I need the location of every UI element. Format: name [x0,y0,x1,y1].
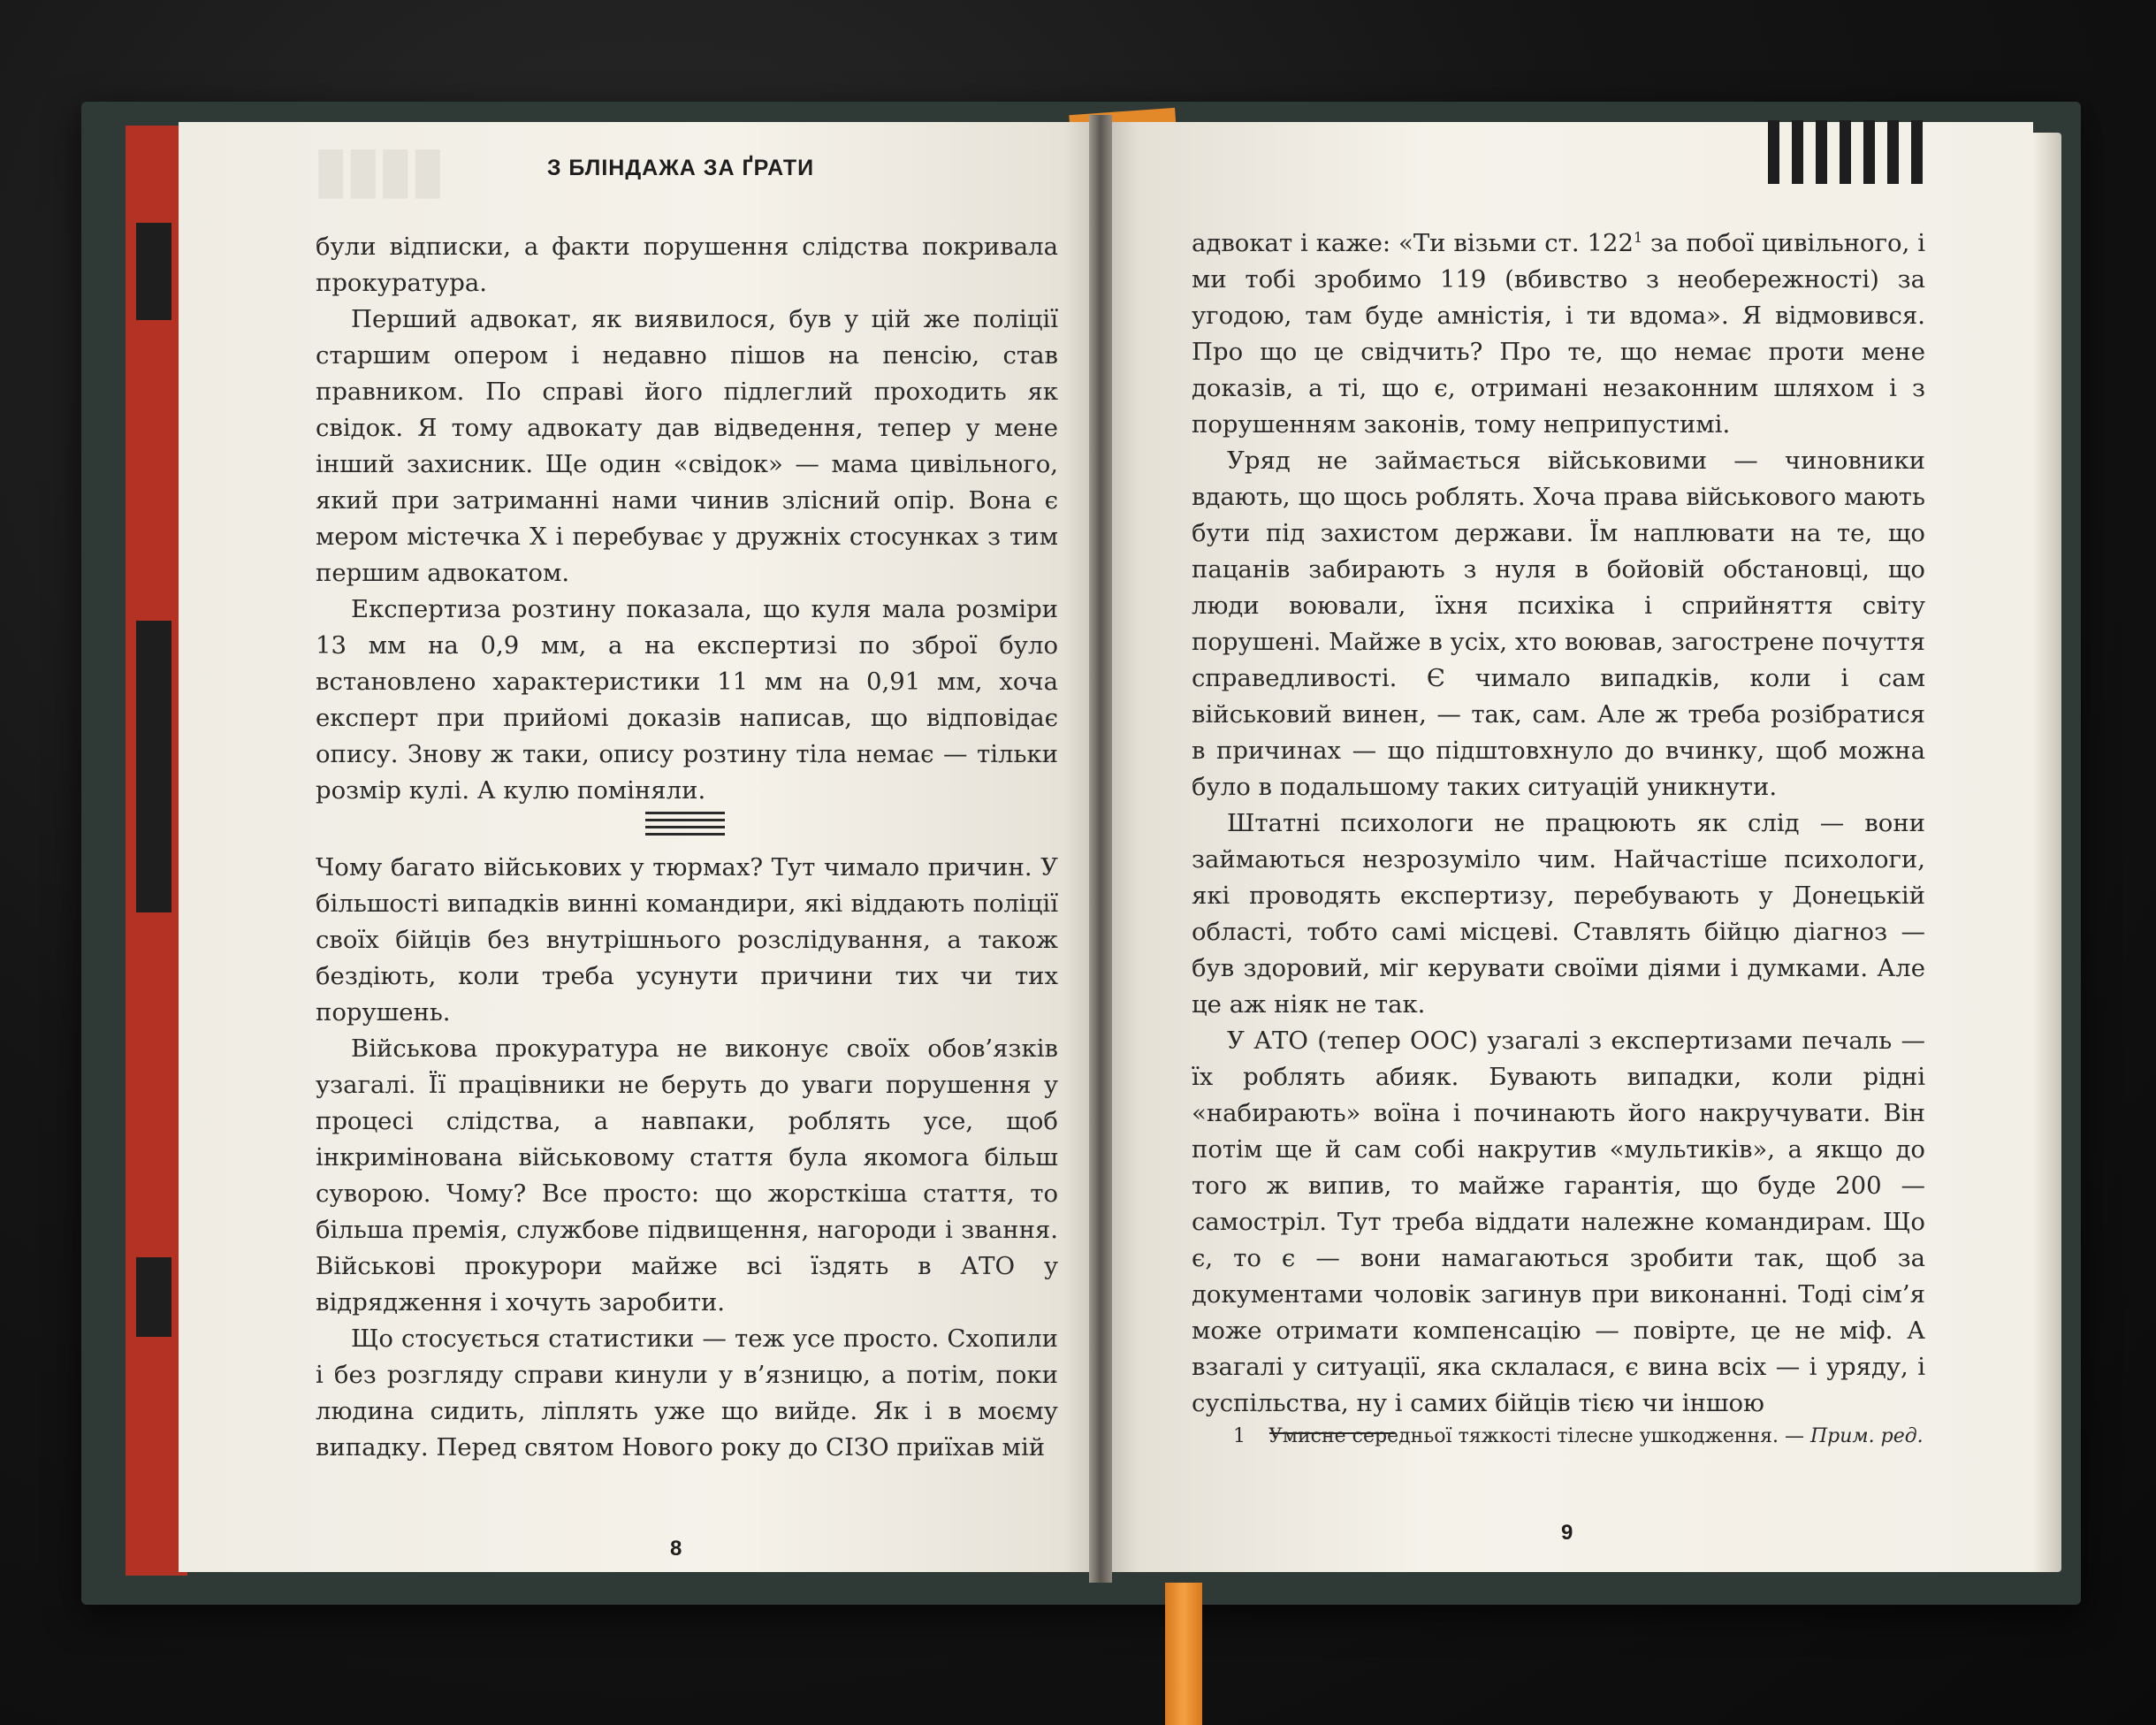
paragraph: були відписки, а факти порушення слідства покривала прокуратура. [316,233,1058,297]
bookmark-ribbon[interactable] [1165,1583,1202,1725]
running-header: З БЛІНДАЖА ЗА ҐРАТИ [546,156,815,180]
paragraph: Уряд не займається військовими — чиновники вдають, що щось роблять. Хоча права військового мають бути під захистом держави. Їм наплювати на те, що пацанів забирають з нуля в бойовій обстановці, що люди воювали, їхня психіка і сприйняття світу порушені. Майже в усіх, хто воював, загострене почуття справедливості. Є чимало випадків, коли і сам військовий винен, — так, сам. Але ж треба розібратися в причинах — що підштовхнуло до вчинку, щоб можна було в подальшому таких ситуацій уникнути. [1192,447,1925,801]
footnote-reference[interactable]: 1 [1633,228,1643,246]
paragraph [1192,225,1925,443]
left-page-text-top [316,229,1058,809]
paragraph: Що стосується статистики — теж усе просто. Схопили і без розгляду справи кинули у в’язницю, а потім, поки людина сидить, ліплять уже що вийде. Як і в моєму випадку. Перед святом Нового року до СІЗО приїхав мій [316,1324,1058,1462]
footnote [1233,1424,1940,1450]
paragraph: Штатні психологи не працюють як слід — вони займаються незрозуміло чим. Найчастіше психологи, які проводять експертизу, перебувають у Донецькій області, тобто самі місцеві. Ставлять бійцю діагноз — був здоровий, міг керувати своїми діями і думками. Але це аж ніяк не так. [1192,809,1925,1019]
page-number-left: 8 [670,1537,682,1561]
paragraph: Перший адвокат, як виявилося, був у цій же поліції старшим опером і недавно пішов на пенсію, став правником. По справі його підлеглий проходить як свідок. Я тому адвокату дав відведення, тепер у мене інший захисник. Ще один «свідок» — мама цивільного, який при затриманні нами чинив злісний опір. Вона є мером містечка Х і перебуває у дружніх стосунках з тим першим адвокатом. [316,305,1058,587]
footnote-number: 1 [1233,1425,1246,1447]
page-number-right: 9 [1561,1521,1573,1545]
paragraph-start: адвокат і каже: «Ти візьми ст. 122 [1192,229,1634,257]
paragraph: Експертиза розтину показала, що куля мала розміри 13 мм на 0,9 мм, а на експертизі по зброї було встановлено характеристики 11 мм на 0,91 мм, хоча експерт при прийомі доказів написав, що відповідає опису. Знову ж таки, опису розтину тіла немає — тільки розмір кулі. А кулю поміняли. [316,595,1058,805]
chapter-bars-decoration [1768,120,1923,184]
paragraph: Чому багато військових у тюрмах? Тут чимало причин. У більшості випадків винні командири, які віддають поліції своїх бійців без внутрішнього розслідування, а також бездіють, коли треба усунути причини тих чи тих порушень. [316,853,1058,1027]
paragraph: У АТО (тепер ООС) узагалі з експертизами печаль — їх роблять абияк. Бувають випадки, коли рідні «набирають» воїна і починають його накручувати. Він потім ще й сам собі накрутив «мультиків», а якщо до того ж випив, то майже гарантія, що буде 200 — самострiл. Тут треба віддати належне командирам. Що є, то є — вони намагаються зробити так, щоб за документами чоловік загинув при виконанні. Тоді сім’я може отримати компенсацію — повірте, це не міф. А взагалі у ситуації, яка склалася, є вина всіх — і уряду, і суспільства, ну і самих бійців тією чи іншою [1192,1027,1925,1417]
paragraph-rest: за побої цивільного, і ми тобі зробимо 119 (вбивство з необережності) за угодою, там буде амністія, і ти вдома». Я відмовився. Про що це свідчить? Про те, що немає проти мене доказів, а ті, що є, отримані незаконним шляхом і з порушенням законів, тому неприпустимі. [1192,229,1925,439]
section-divider [645,812,725,840]
book-gutter [1089,115,1112,1583]
left-page-text-bottom [316,850,1058,1466]
right-page-text [1192,225,1925,1422]
bleed-through-mark: ▮▮▮▮ [314,134,444,203]
footnote-text: Умисне середньої тяжкості тілесне ушкодження. — [1268,1425,1810,1447]
footnote-editor-note: Прим. ред. [1809,1425,1924,1447]
paragraph: Військова прокуратура не виконує своїх обов’язків узагалі. Її працівники не беруть до уваги порушення у процесі слідства, а навпаки, роблять усе, щоб інкримінована військовому стаття була якомога більш суворою. Чому? Все просто: що жорсткіша стаття, то більша премія, службове підвищення, нагороди і звання. Військові прокурори майже всі їздять в АТО у відрядження і хочуть заробити. [316,1034,1058,1317]
